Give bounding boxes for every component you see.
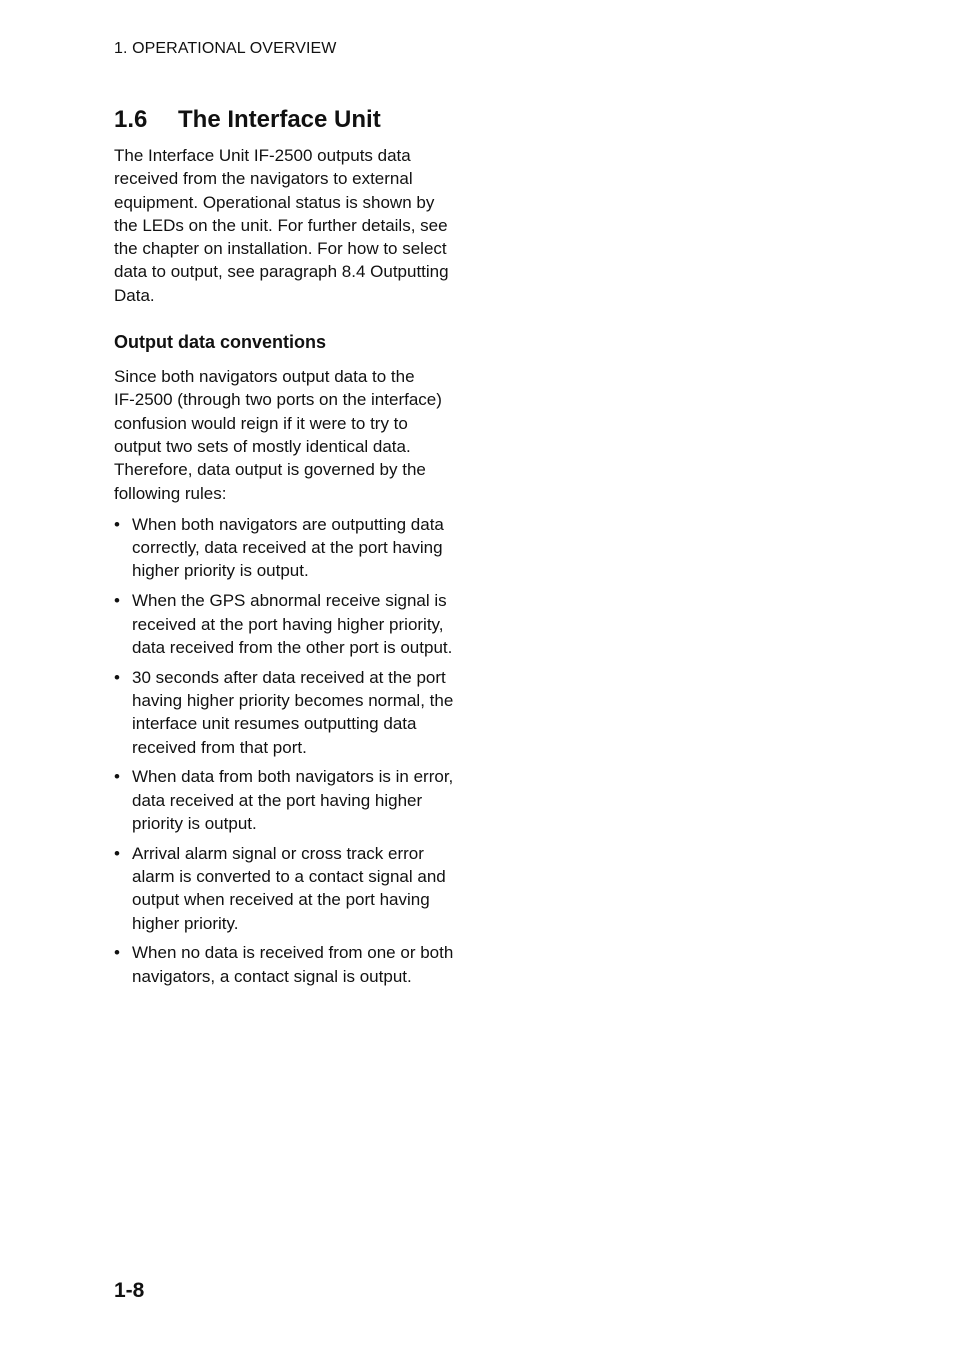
intro-line: data to output, see paragraph 8.4 Outputting	[114, 262, 449, 282]
conventions-paragraph	[114, 365, 474, 505]
intro-line: equipment. Operational status is shown by	[114, 192, 435, 212]
list-item: • When both navigators are outputting data correctly, data received at the port having higher priority is output.	[114, 514, 444, 581]
bullet-icon: •	[114, 943, 120, 963]
conventions-line: confusion would reign if it were to try to	[114, 413, 408, 433]
list-item: • When the GPS abnormal receive signal is received at the port having higher priority, data received from the other port is output.	[114, 591, 453, 657]
conventions-line: following rules:	[114, 483, 227, 503]
subsection-heading: Output data conventions	[114, 332, 327, 353]
conventions-line: IF-2500 (through two ports on the interface)	[114, 390, 442, 410]
conventions-line: Therefore, data output is governed by the	[114, 460, 426, 480]
page-number: 1-8	[114, 1279, 145, 1302]
list-item: • When no data is received from one or both navigators, a contact signal is output.	[114, 943, 454, 986]
bullet-icon: •	[114, 667, 120, 687]
running-header: 1. OPERATIONAL OVERVIEW	[114, 40, 337, 57]
list-item: • When data from both navigators is in error, data received at the port having higher priority is output.	[114, 767, 454, 833]
conventions-line: output two sets of mostly identical data.	[114, 436, 411, 456]
section-title: The Interface Unit	[178, 106, 381, 133]
bullet-icon: •	[114, 767, 120, 787]
intro-line: the chapter on installation. For how to select	[114, 239, 447, 259]
bullet-icon: •	[114, 514, 120, 534]
conventions-line: Since both navigators output data to the	[114, 367, 415, 387]
bullet-icon: •	[114, 843, 120, 863]
intro-paragraph	[114, 144, 474, 307]
intro-line: the LEDs on the unit. For further details, see	[114, 215, 448, 235]
section-number: 1.6	[114, 106, 148, 133]
intro-line: Data.	[114, 285, 155, 305]
content-column	[114, 106, 474, 995]
intro-line: The Interface Unit IF-2500 outputs data	[114, 146, 411, 165]
list-item: • Arrival alarm signal or cross track error alarm is converted to a contact signal and output when received at the port having higher priority.	[114, 843, 446, 933]
list-item: • 30 seconds after data received at the port having higher priority becomes normal, the interface unit resumes outputting data received from that port.	[114, 667, 454, 757]
bullet-icon: •	[114, 591, 120, 611]
intro-line: received from the navigators to external	[114, 169, 413, 189]
rules-list	[114, 513, 474, 988]
section-heading	[114, 106, 474, 134]
